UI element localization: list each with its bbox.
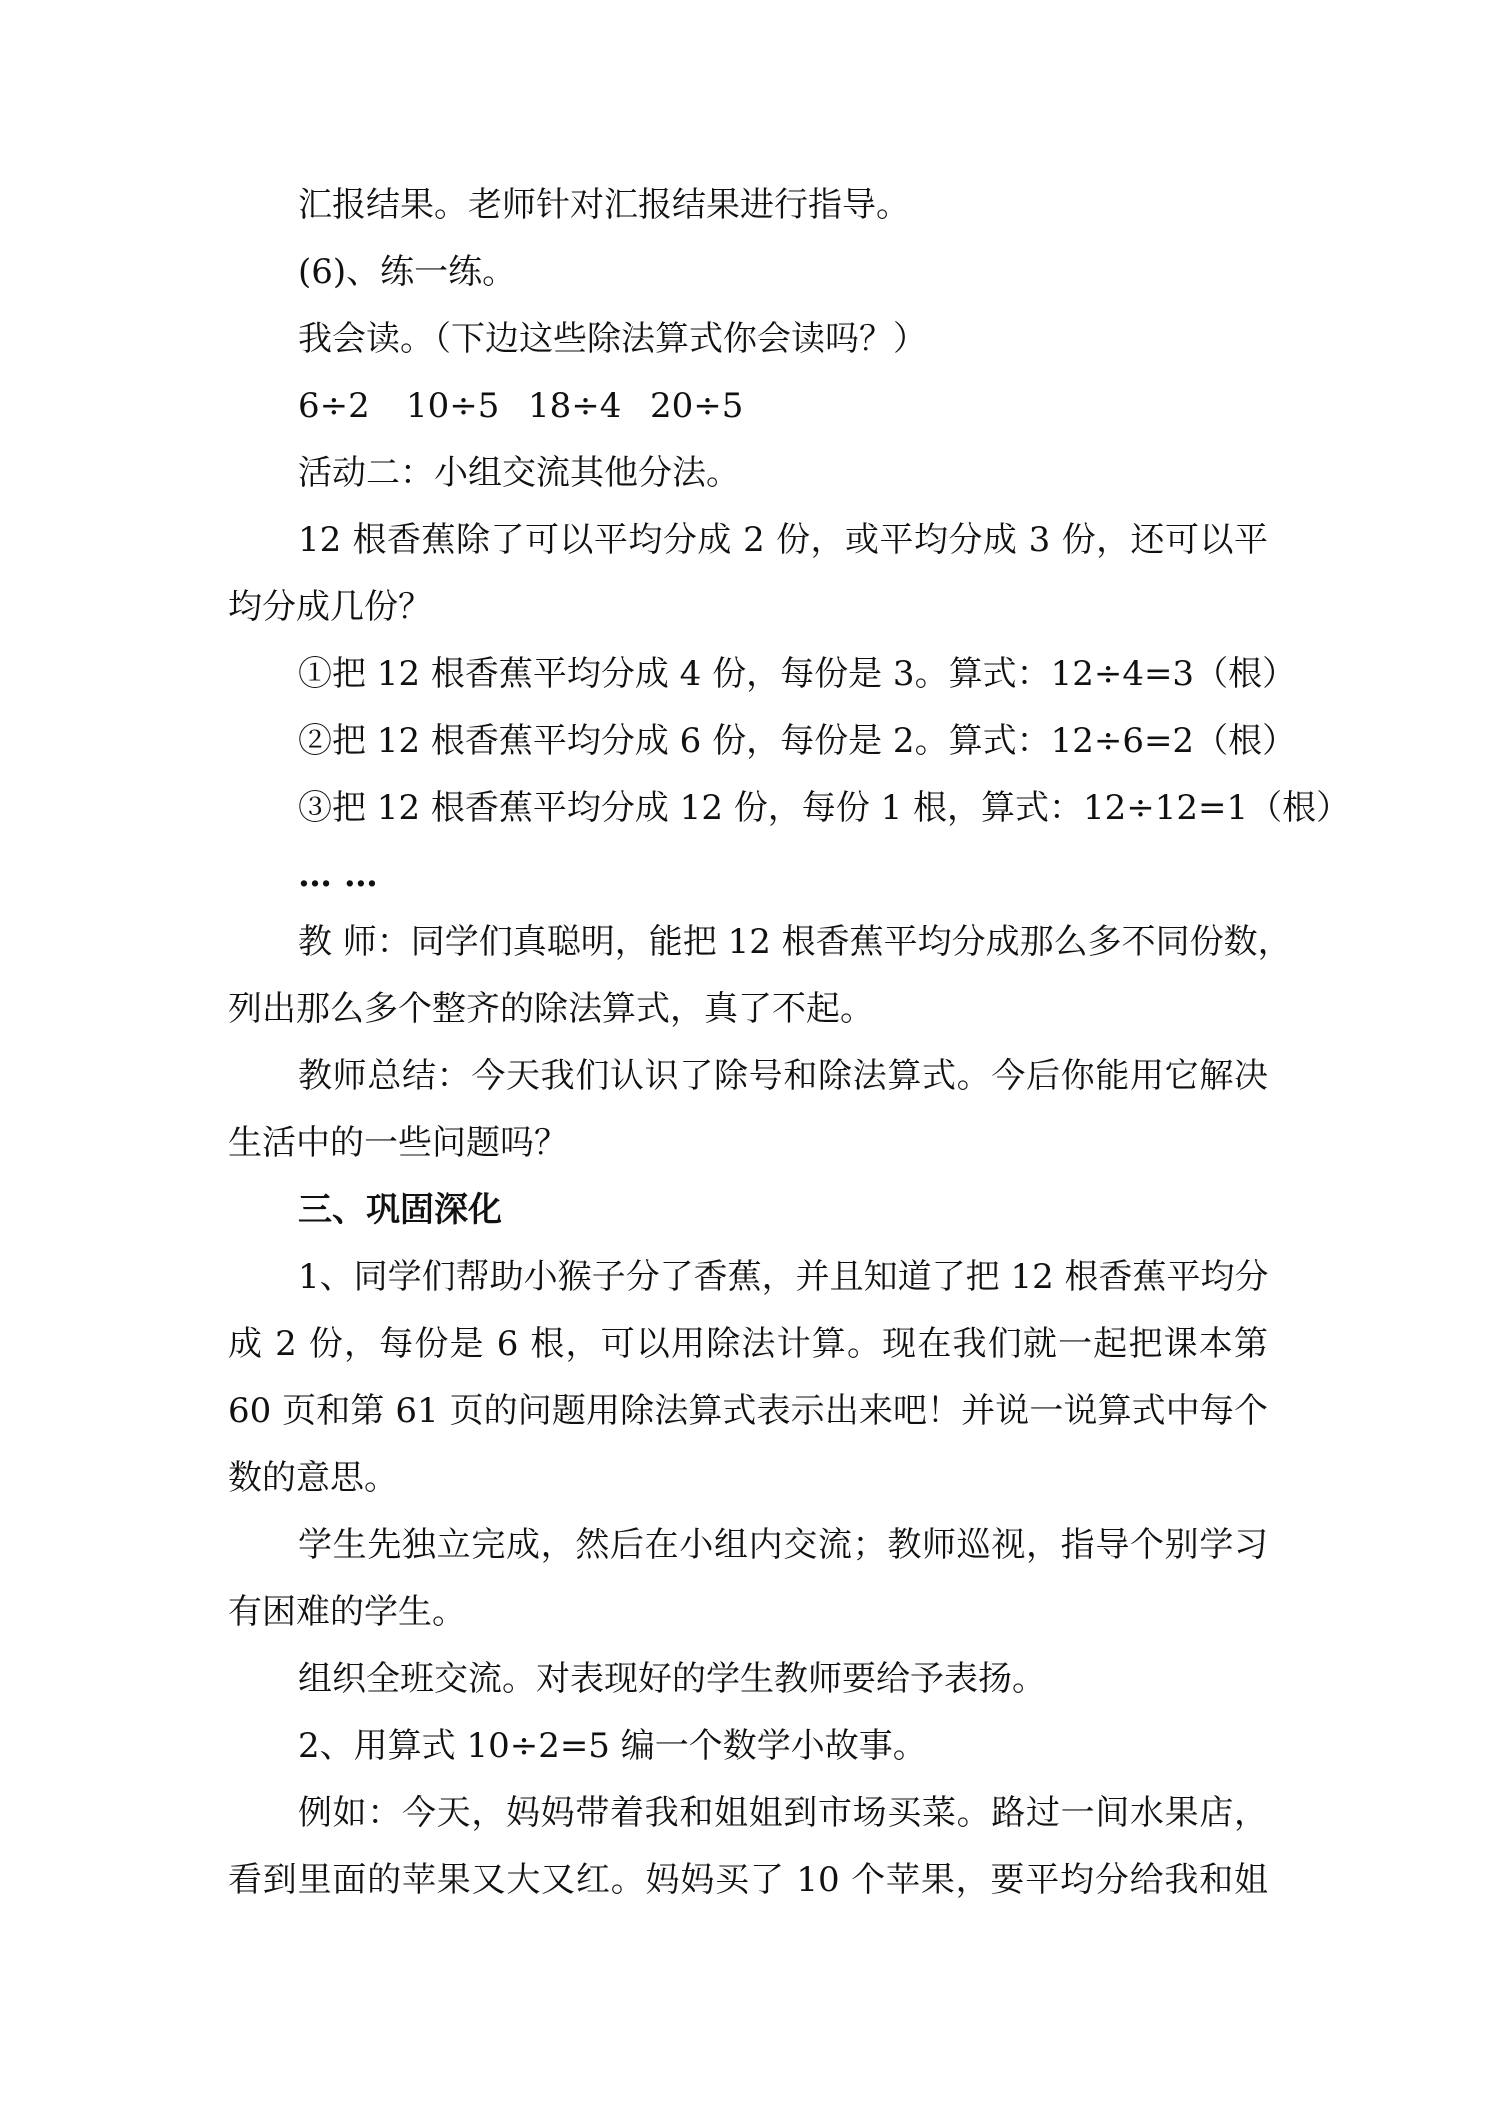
paragraph-line: ③把 12 根香蕉平均分成 12 份，每份 1 根，算式：12÷12=1（根） xyxy=(298,788,1351,828)
paragraph-line: 数的意思。 xyxy=(228,1458,398,1498)
paragraph-line: ①把 12 根香蕉平均分成 4 份，每份是 3。算式：12÷4=3（根） xyxy=(298,654,1297,694)
formula: 10÷5 xyxy=(406,386,500,426)
paragraph-line: 看到里面的苹果又大又红。妈妈买了 10 个苹果，要平均分给我和姐 xyxy=(228,1860,1268,1900)
formula-row xyxy=(298,382,1338,430)
paragraph-line: (6)、练一练。 xyxy=(298,252,517,292)
paragraph-line: 2、用算式 10÷2=5 编一个数学小故事。 xyxy=(298,1726,927,1766)
paragraph-line: 均分成几份？ xyxy=(228,587,432,627)
paragraph-line: 12 根香蕉除了可以平均分成 2 份，或平均分成 3 份，还可以平 xyxy=(298,520,1268,560)
paragraph-line: 列出那么多个整齐的除法算式，真了不起。 xyxy=(228,989,874,1029)
paragraph-line: 汇报结果。老师针对汇报结果进行指导。 xyxy=(298,185,910,225)
ellipsis-line: … … xyxy=(298,855,378,895)
formula: 18÷4 xyxy=(528,386,622,426)
formula: 20÷5 xyxy=(650,386,744,426)
formula: 6÷2 xyxy=(298,386,370,426)
paragraph-line: 教师总结：今天我们认识了除号和除法算式。今后你能用它解决 xyxy=(298,1056,1268,1096)
paragraph-line: ②把 12 根香蕉平均分成 6 份，每份是 2。算式：12÷6=2（根） xyxy=(298,721,1297,761)
paragraph-line: 教 师：同学们真聪明，能把 12 根香蕉平均分成那么多不同份数， xyxy=(298,922,1292,962)
paragraph-line: 60 页和第 61 页的问题用除法算式表示出来吧！并说一说算式中每个 xyxy=(228,1391,1268,1431)
paragraph-line: 学生先独立完成，然后在小组内交流；教师巡视，指导个别学习 xyxy=(298,1525,1268,1565)
paragraph-line: 活动二：小组交流其他分法。 xyxy=(298,453,740,493)
paragraph-line: 成 2 份，每份是 6 根，可以用除法计算。现在我们就一起把课本第 xyxy=(228,1324,1268,1364)
section-heading: 三、巩固深化 xyxy=(298,1190,502,1230)
paragraph-line: 1、同学们帮助小猴子分了香蕉，并且知道了把 12 根香蕉平均分 xyxy=(298,1257,1269,1297)
paragraph-line: 组织全班交流。对表现好的学生教师要给予表扬。 xyxy=(298,1659,1046,1699)
paragraph-line: 例如：今天，妈妈带着我和姐姐到市场买菜。路过一间水果店， xyxy=(298,1793,1268,1833)
paragraph-line: 我会读。（下边这些除法算式你会读吗？） xyxy=(298,319,927,359)
paragraph-line: 有困难的学生。 xyxy=(228,1592,466,1632)
paragraph-line: 生活中的一些问题吗？ xyxy=(228,1123,568,1163)
